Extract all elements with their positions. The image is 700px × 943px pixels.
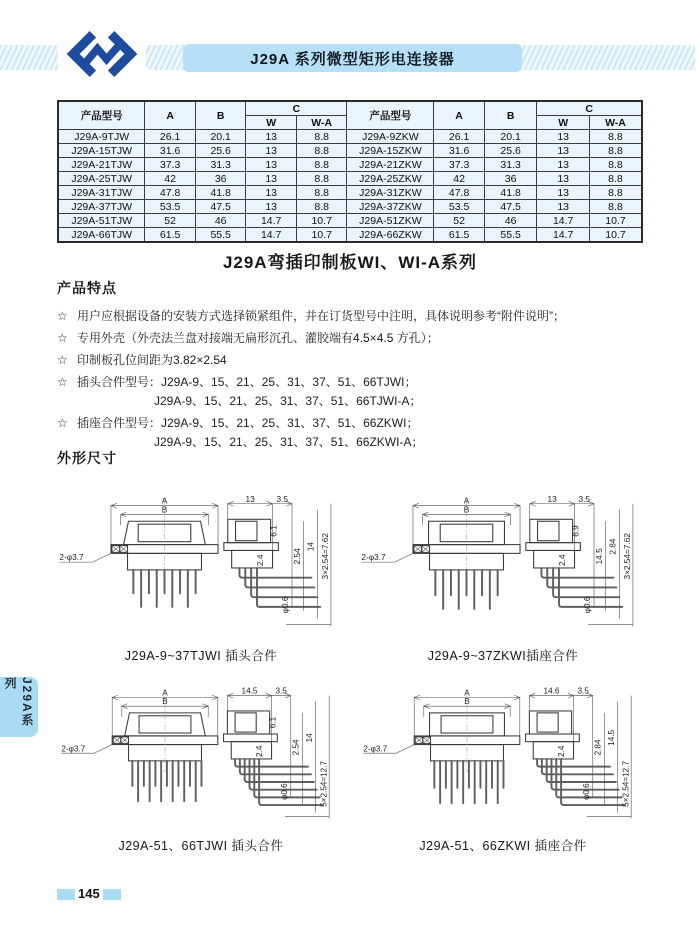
table-cell: 13 [537,130,590,144]
dim-v2: 2.4 [556,745,566,757]
dim-v4: 14 [306,541,316,552]
series-side-tab [0,677,38,737]
feature-text: 插座合件型号：J29A-9、15、21、25、31、37、51、66ZKWI； [77,416,419,430]
table-cell: 41.8 [484,186,537,200]
dim-a: A [464,688,470,698]
table-cell: 42 [434,172,485,186]
drawing-caption: J29A-9~37TJWI 插头合件 [124,649,278,663]
table-cell: 31.6 [145,144,196,158]
drawing-tjwi-9-37 [50,472,352,664]
dim-v4: 2.84 [608,538,618,555]
dim-v5: 3×2.54=7.62 [321,533,331,580]
table-row [58,186,642,200]
feature-text: J29A-9、15、21、25、31、37、51、66ZKWI-A； [154,435,424,449]
table-cell: J29A-9TJW [58,130,145,144]
dim-hole: 2-φ3.7 [61,744,86,754]
table-cell: 26.1 [434,130,485,144]
table-cell: 37.3 [434,158,485,172]
feature-item [57,309,657,324]
dim-v3: 2.84 [593,739,603,756]
dim-pin: φ0.6 [583,596,593,614]
table-cell: 53.5 [434,200,485,214]
table-row [58,214,642,228]
star-bullet-icon: ☆ [57,331,68,345]
dim-top1: 13 [547,494,557,504]
outline-heading: 外形尺寸 [57,450,117,466]
table-cell: 8.8 [296,144,347,158]
star-bullet-icon: ☆ [57,416,68,430]
dim-b: B [464,697,470,707]
col-w-right: W [537,116,590,130]
table-cell: J29A-15TJW [58,144,145,158]
connector-drawing [55,494,347,640]
dim-v1: 6.9 [571,525,581,537]
table-cell: 31.3 [484,158,537,172]
col-b-left: B [195,101,246,130]
series-side-tab-label: J29A系列 [3,677,34,728]
table-cell: 20.1 [195,130,246,144]
table-cell: 52 [145,214,196,228]
col-c-left: C [246,101,347,116]
dimension-table [57,100,643,243]
dim-top2: 3.5 [578,494,591,504]
table-cell: 13 [246,144,297,158]
dim-pin: φ0.6 [581,783,591,800]
table-cell: 61.5 [434,228,485,243]
features-heading: 产品特点 [57,280,117,296]
table-cell: J29A-66TJW [58,228,145,243]
feature-text: 用户应根据设备的安装方式选择锁紧组件，并在订货型号中注明，具体说明参考“附件说明”； [77,309,565,323]
table-cell: 14.7 [537,228,590,243]
dim-top1: 13 [245,494,255,504]
dim-b: B [161,505,168,515]
table-header-row [58,101,642,116]
col-model-right: 产品型号 [347,101,434,130]
table-cell: 10.7 [589,228,642,243]
logo-box [58,27,146,81]
table-cell: J29A-51TJW [58,214,145,228]
table-cell: J29A-31ZKW [347,186,434,200]
table-cell: 8.8 [296,172,347,186]
dim-b: B [463,505,470,515]
table-cell: 8.8 [589,200,642,214]
feature-text: 专用外壳（外壳法兰盘对接端无扁形沉孔、灌胶端有4.5×4.5 方孔）； [77,331,439,345]
page-title-banner [183,44,522,72]
table-cell: 13 [537,200,590,214]
table-cell: 10.7 [296,228,347,243]
table-cell: 20.1 [484,130,537,144]
page-footer [57,888,121,900]
feature-text: 印制板孔位间距为3.82×2.54 [77,353,227,367]
dim-v2: 2.4 [254,745,264,757]
table-cell: J29A-37ZKW [347,200,434,214]
col-c-right: C [537,101,642,116]
drawing-tjwi-51-66 [50,664,352,854]
table-cell: J29A-66ZKW [347,228,434,243]
drawing-zkwi-9-37 [352,472,654,664]
table-cell: 52 [434,214,485,228]
table-row [58,200,642,214]
dim-v5: 5×2.54=12.7 [621,761,631,807]
dim-v3: 2.54 [292,548,302,565]
table-cell: J29A-51ZKW [347,214,434,228]
table-cell: 13 [537,172,590,186]
dim-hole: 2-φ3.7 [361,553,386,563]
connector-drawing [357,494,649,640]
table-cell: J29A-25TJW [58,172,145,186]
outline-drawings [50,472,654,854]
table-cell: 14.7 [537,214,590,228]
table-cell: 36 [195,172,246,186]
table-cell: 47.8 [434,186,485,200]
dim-v5: 3×2.54=7.62 [623,533,633,580]
feature-text: 插头合件型号：J29A-9、15、21、25、31、37、51、66TJWI； [77,375,417,389]
table-cell: 8.8 [296,200,347,214]
col-b-right: B [484,101,537,130]
footer-left-rect [57,889,75,900]
table-cell: 13 [246,130,297,144]
table-cell: 8.8 [589,144,642,158]
col-a-left: A [145,101,196,130]
dim-a: A [161,496,168,506]
table-cell: 47.5 [484,200,537,214]
table-cell: 37.3 [145,158,196,172]
footer-right-rect [103,889,121,900]
table-body [58,130,642,243]
star-bullet-icon: ☆ [57,375,68,389]
dim-top1: 14.6 [543,686,560,696]
table-cell: 36 [484,172,537,186]
dim-a: A [162,688,168,698]
band-edge [695,45,700,70]
col-w-left: W [246,116,297,130]
table-cell: 8.8 [589,186,642,200]
dim-v1: 6.1 [268,716,278,729]
table-cell: J29A-9ZKW [347,130,434,144]
dim-v3: 2.54 [291,739,301,756]
table-cell: 26.1 [145,130,196,144]
drawing-caption: J29A-9~37ZKWI插座合件 [427,649,579,663]
table-cell: 31.6 [434,144,485,158]
page-title: J29A 系列微型矩形电连接器 [250,50,455,68]
table-cell: 25.6 [484,144,537,158]
feature-item [57,416,657,431]
table-cell: J29A-37TJW [58,200,145,214]
table-cell: 13 [537,186,590,200]
table-cell: 8.8 [296,130,347,144]
table-cell: 13 [246,158,297,172]
table-cell: J29A-15ZKW [347,144,434,158]
page-number: 145 [78,886,100,901]
feature-text: J29A-9、15、21、25、31、37、51、66TJWI-A； [154,394,422,408]
feature-item-continuation [57,435,657,450]
table-cell: 10.7 [589,214,642,228]
col-wa-left: W-A [296,116,347,130]
connector-drawing [55,686,347,830]
dim-top1: 14.5 [241,686,258,696]
table-cell: 8.8 [589,130,642,144]
table-cell: 31.3 [195,158,246,172]
table-cell: 46 [195,214,246,228]
dim-hole: 2-φ3.7 [59,553,84,563]
table-cell: 55.5 [484,228,537,243]
drawing-zkwi-51-66 [352,664,654,854]
dim-v2: 2.4 [255,554,265,566]
table-cell: 53.5 [145,200,196,214]
table-row [58,172,642,186]
drawing-caption: J29A-51、66TJWI 插头合件 [118,839,284,853]
dim-v4: 14.5 [606,729,616,746]
table-cell: 47.8 [145,186,196,200]
drawing-caption: J29A-51、66ZKWI 插座合件 [419,839,587,853]
table-cell: 25.6 [195,144,246,158]
table-cell: J29A-31TJW [58,186,145,200]
table-cell: 13 [537,158,590,172]
table-cell: 13 [537,144,590,158]
table-cell: 41.8 [195,186,246,200]
dim-v5: 5×2.54=12.7 [319,761,329,807]
dim-v3: 14.5 [594,548,604,565]
dim-v1: 6.1 [269,525,279,537]
table-row [58,130,642,144]
table-row [58,228,642,243]
table-cell: 10.7 [296,214,347,228]
table-cell: 47.5 [195,200,246,214]
series-section-title: J29A弯插印制板WI、WI-A系列 [222,253,478,272]
col-a-right: A [434,101,485,130]
table-cell: 13 [246,186,297,200]
feature-item [57,353,657,368]
col-wa-right: W-A [589,116,642,130]
table-cell: J29A-25ZKW [347,172,434,186]
table-cell: 8.8 [296,186,347,200]
table-row [58,158,642,172]
star-bullet-icon: ☆ [57,309,68,323]
dim-top2: 3.5 [577,686,589,696]
table-cell: 13 [246,200,297,214]
dim-v4: 14 [304,733,314,743]
table-cell: 46 [484,214,537,228]
table-cell: 55.5 [195,228,246,243]
dim-b: B [162,697,168,707]
table-cell: 8.8 [589,172,642,186]
table-cell: J29A-21TJW [58,158,145,172]
feature-item [57,375,657,390]
star-bullet-icon: ☆ [57,353,68,367]
table-cell: 61.5 [145,228,196,243]
feature-item [57,331,657,346]
feature-item-continuation [57,394,657,409]
brand-logo-icon [64,31,140,77]
table-cell: 13 [246,172,297,186]
dim-pin: φ0.6 [281,596,291,614]
table-row [58,144,642,158]
table-cell: 14.7 [246,228,297,243]
dim-hole: 2-φ3.7 [363,744,388,754]
table-cell: 8.8 [296,158,347,172]
dim-a: A [463,496,470,506]
connector-drawing [357,686,649,830]
table-cell: 8.8 [589,158,642,172]
dim-v2: 2.4 [557,554,567,566]
col-model-left: 产品型号 [58,101,145,130]
dim-top2: 3.5 [276,494,289,504]
table-cell: J29A-21ZKW [347,158,434,172]
dim-top2: 3.5 [275,686,287,696]
feature-list [57,302,657,450]
table-cell: 42 [145,172,196,186]
dim-pin: φ0.6 [279,783,289,800]
table-cell: 14.7 [246,214,297,228]
